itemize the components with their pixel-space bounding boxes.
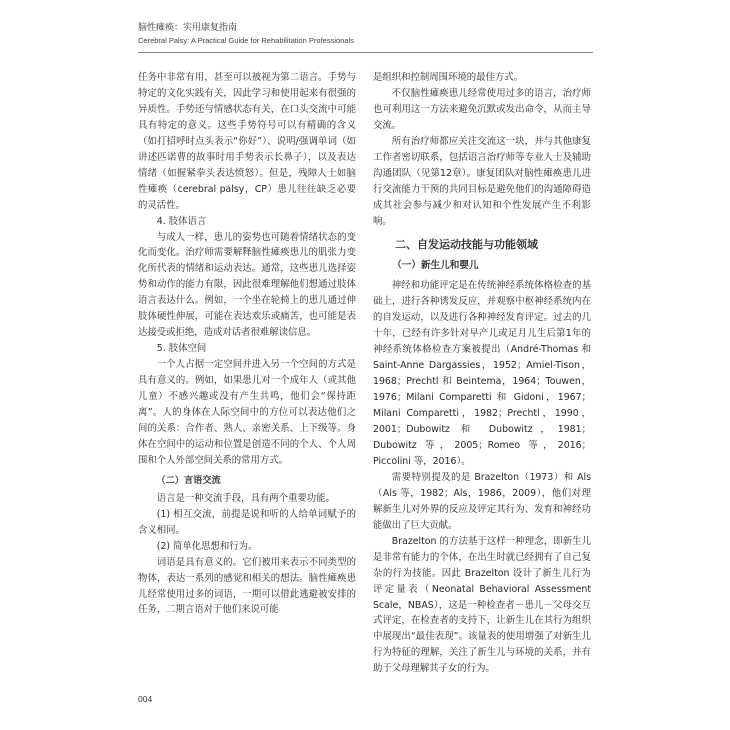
header-divider (138, 52, 593, 53)
subheading-body-space: 5. 肢体空间 (156, 343, 207, 355)
paragraph: 与成人一样，患儿的姿势也可随着情绪状态的变化而变化。治疗师需要解释脑性瘫痪患儿的肌张力变化所代表的情绪和运动表达。通常，这些患儿选择姿势和动作的能力有限，因此很难理解他们想通过肢体语言表达什么。例如，一个坐在轮椅上的患儿通过伸肢体硬性伸展，可能在表达欢乐或痛苦，也可能是表达接受或拒绝，造成对话者很难解读信息。 (138, 231, 356, 339)
paragraph: 语言是一种交流手段，具有两个重要功能。 (156, 492, 335, 504)
header-title-cn: 脑性瘫痪：实用康复指南 (138, 23, 238, 33)
paragraph: 任务中非常有用，甚至可以被视为第二语言。手势与特定的文化实践有关，因此学习和使用起来有很强的异质性。手势还与情感状态有关，在口头交流中可能具有特定的意义。这些手势符号可以有精确的含义（如打招呼时点头表示“你好”）、说明/强调单词（如讲述匹诺曹的故事时用手势表示长鼻子），以及表达情绪（如握紧拳头表达愤怒）。但是，残障人士如脑性瘫痪（cerebral palsy，CP）患儿往往缺乏必要的灵活性。 (138, 72, 356, 211)
paragraph: 一个人占据一定空间并进入另一个空间的方式是具有意义的。例如，如果患儿对一个成年人（或其他儿童）不感兴趣或没有产生共鸣，他们会“保持距离”。人的身体在人际空间中的方位可以表达他们之间的关系：合作者、熟人、亲密关系、上下级等。身体在空间中的运动和位置是创造不同的个人、个人周围和个人外部空间关系的常用方式。 (138, 359, 356, 466)
paragraph: 神经和功能评定是在传统神经系统体格检查的基础上，进行各种诱发反应，并观察中枢神经系统内在的自发运动，以及进行各种神经发育评定。过去的几十年，已经有许多针对早产儿或足月儿生后第1年的神经系统体格检查方案被提出（André-Thomas 和 Saint-Anne Dargassies，1952；Amiel-Tison，1968；Prechtl 和 Beintema，1964；Touwen，1976；Milani Comparetti 和 Gidoni，1967；Milani Comparetti，1982；Prechtl，1990，2001；Dubowitz 和 Dubowitz，1981；Dubowitz 等，2005；Romeo 等，2016；Piccolini 等，2016）。 (373, 280, 591, 467)
paragraph: 不仅脑性瘫痪患儿经常使用过多的语言，治疗师也可利用这一方法来避免沉默或发出命令，从而主导交流。 (373, 87, 591, 131)
paragraph: Brazelton 的方法基于这样一种理念，即新生儿是非常有能力的个体，在出生时就已经拥有了自己复杂的行为技能。因此 Brazelton 设计了新生儿行为评定量表（Neonatal Behavioral Assessment Scale，NBAS），这是一种检查者－患儿－父母交互式评定，在检查者的支持下，让新生儿在其行为组织中展现出“最佳表现”。该量表的使用增强了对新生儿行为特征的理解，关注了新生儿与环境的关系，并有助于父母理解其子女的行为。 (373, 535, 591, 675)
right-column (373, 70, 591, 677)
paragraph: 所有治疗师都应关注交流这一块，并与其他康复工作者密切联系，包括语言治疗师等专业人士及辅助沟通团队（见第12章）。康复团队对脑性瘫痪患儿进行交流能力干预的共同目标是避免他们的沟通障碍造成其社会参与减少和对认知和个性发展产生不利影响。 (373, 135, 591, 227)
section-heading-verbal: （二）言语交流 (156, 474, 221, 486)
section-heading-motor-skills: 二、自发运动技能与功能领域 (395, 237, 538, 251)
list-item: (1) 相互交流，前提是说和听的人给单词赋予的含义相同。 (138, 508, 356, 536)
paragraph: 是组织和控制周围环境的最佳方式。 (373, 72, 524, 83)
list-item: (2) 简单化思想和行为。 (156, 540, 258, 552)
page-number: 004 (138, 694, 153, 704)
left-column (138, 70, 356, 618)
running-header (138, 22, 593, 46)
section-heading-newborn: （一）新生儿和婴儿 (392, 260, 479, 272)
subheading-body-language: 4. 肢体语言 (156, 215, 207, 227)
header-title-en: Cerebral Palsy: A Practical Guide for Rehabilitation Professionals (138, 36, 354, 45)
paragraph: 需要特别提及的是 Brazelton（1973）和 Als（Als 等，1982；Als，1986，2009），他们对理解新生儿对外界的反应及评定其行为、发育和神经功能做出了巨大贡献。 (373, 471, 591, 531)
paragraph: 词语是具有意义的。它们被用来表示不同类型的物体，表达一系列的感觉和相关的想法。脑性瘫痪患儿经常使用过多的词语，一期可以借此逃避被安排的任务，二期言语对于他们来说可能 (138, 556, 356, 616)
